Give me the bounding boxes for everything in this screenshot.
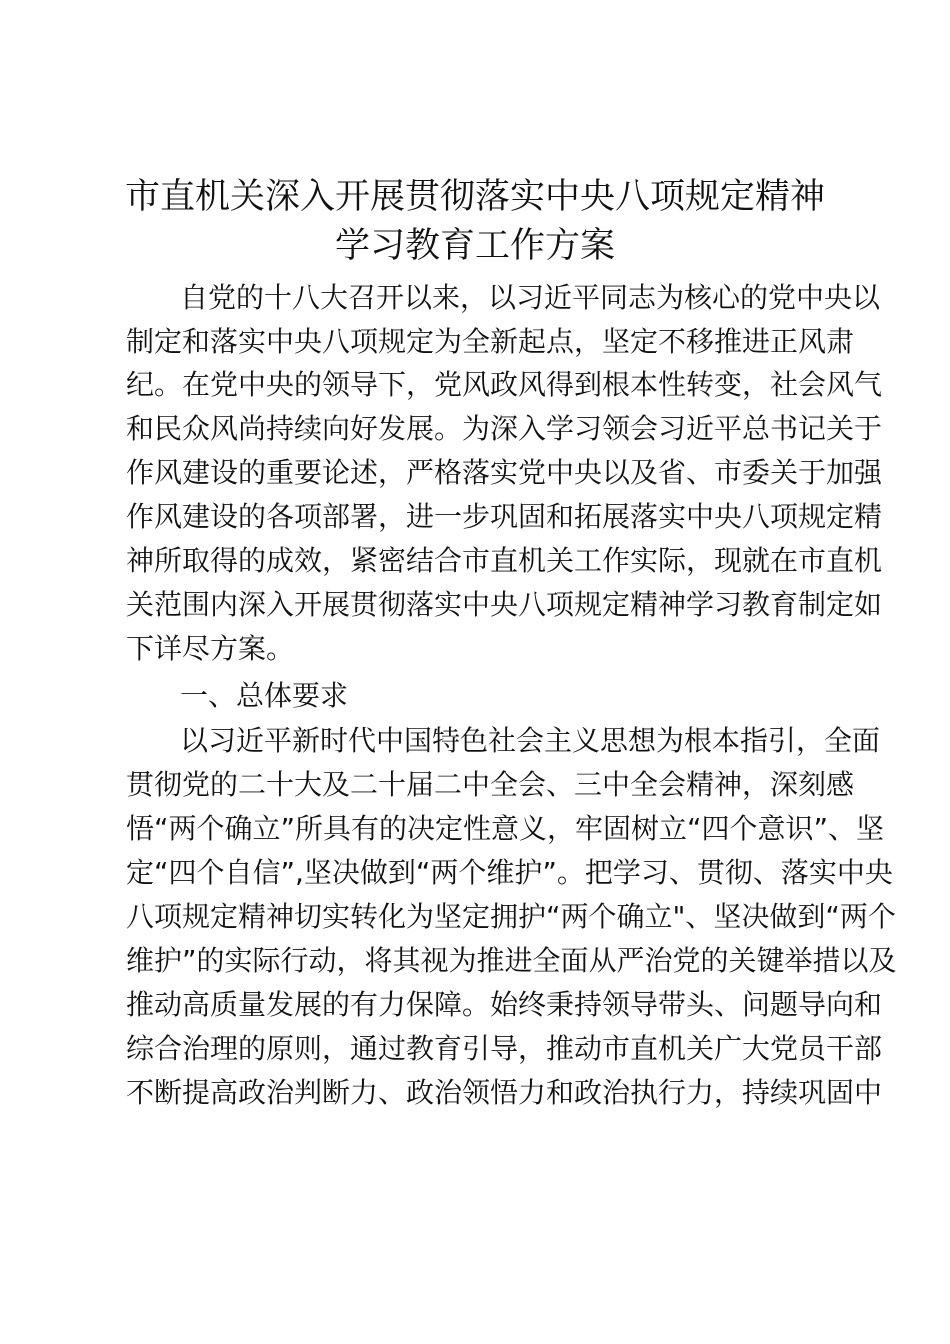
paragraph-1-line-5: 作风建设的重要论述，严格落实党中央以及省、市委关于加强 xyxy=(126,456,883,489)
paragraph-1-line-4: 和民众风尚持续向好发展。为深入学习领会习近平总书记关于 xyxy=(126,412,883,445)
document-title-line-1: 市直机关深入开展贯彻落实中央八项规定精神 xyxy=(124,177,825,217)
paragraph-2-line-9: 不断提高政治判断力、政治领悟力和政治执行力，持续巩固中 xyxy=(126,1076,883,1109)
document-title-line-2: 学习教育工作方案 xyxy=(334,226,615,266)
paragraph-2-line-4: 定“四个自信”,坚决做到“两个维护”。把学习、贯彻、落实中央 xyxy=(126,856,893,889)
section-heading-1: 一、总体要求 xyxy=(180,679,349,712)
paragraph-1-line-3: 纪。在党中央的领导下，党风政风得到根本性转变，社会风气 xyxy=(126,368,883,401)
paragraph-2-line-6: 维护”的实际行动，将其视为推进全面从严治党的关键举措以及 xyxy=(126,944,897,977)
paragraph-2-line-7: 推动高质量发展的有力保障。始终秉持领导带头、问题导向和 xyxy=(126,988,883,1021)
paragraph-2-line-5: 八项规定精神切实转化为坚定拥护“两个确立"、坚决做到“两个 xyxy=(126,900,896,933)
paragraph-2-line-1: 以习近平新时代中国特色社会主义思想为根本指引，全面 xyxy=(180,724,881,757)
paragraph-1-line-8: 关范围内深入开展贯彻落实中央八项规定精神学习教育制定如 xyxy=(126,588,883,621)
paragraph-2-line-2: 贯彻党的二十大及二十届二中全会、三中全会精神，深刻感 xyxy=(126,768,855,801)
paragraph-1-line-7: 神所取得的成效，紧密结合市直机关工作实际，现就在市直机 xyxy=(126,544,883,577)
paragraph-2-line-3: 悟“两个确立”所具有的决定性意义，牢固树立“四个意识”、坚 xyxy=(126,812,885,845)
paragraph-1-line-1: 自党的十八大召开以来，以习近平同志为核心的党中央以 xyxy=(180,281,881,314)
paragraph-1-line-6: 作风建设的各项部署，进一步巩固和拓展落实中央八项规定精 xyxy=(126,500,883,533)
paragraph-1-line-2: 制定和落实中央八项规定为全新起点，坚定不移推进正风肃 xyxy=(126,325,855,358)
paragraph-1-line-9: 下详尽方案。 xyxy=(126,632,295,665)
paragraph-2-line-8: 综合治理的原则，通过教育引导，推动市直机关广大党员干部 xyxy=(126,1032,883,1065)
